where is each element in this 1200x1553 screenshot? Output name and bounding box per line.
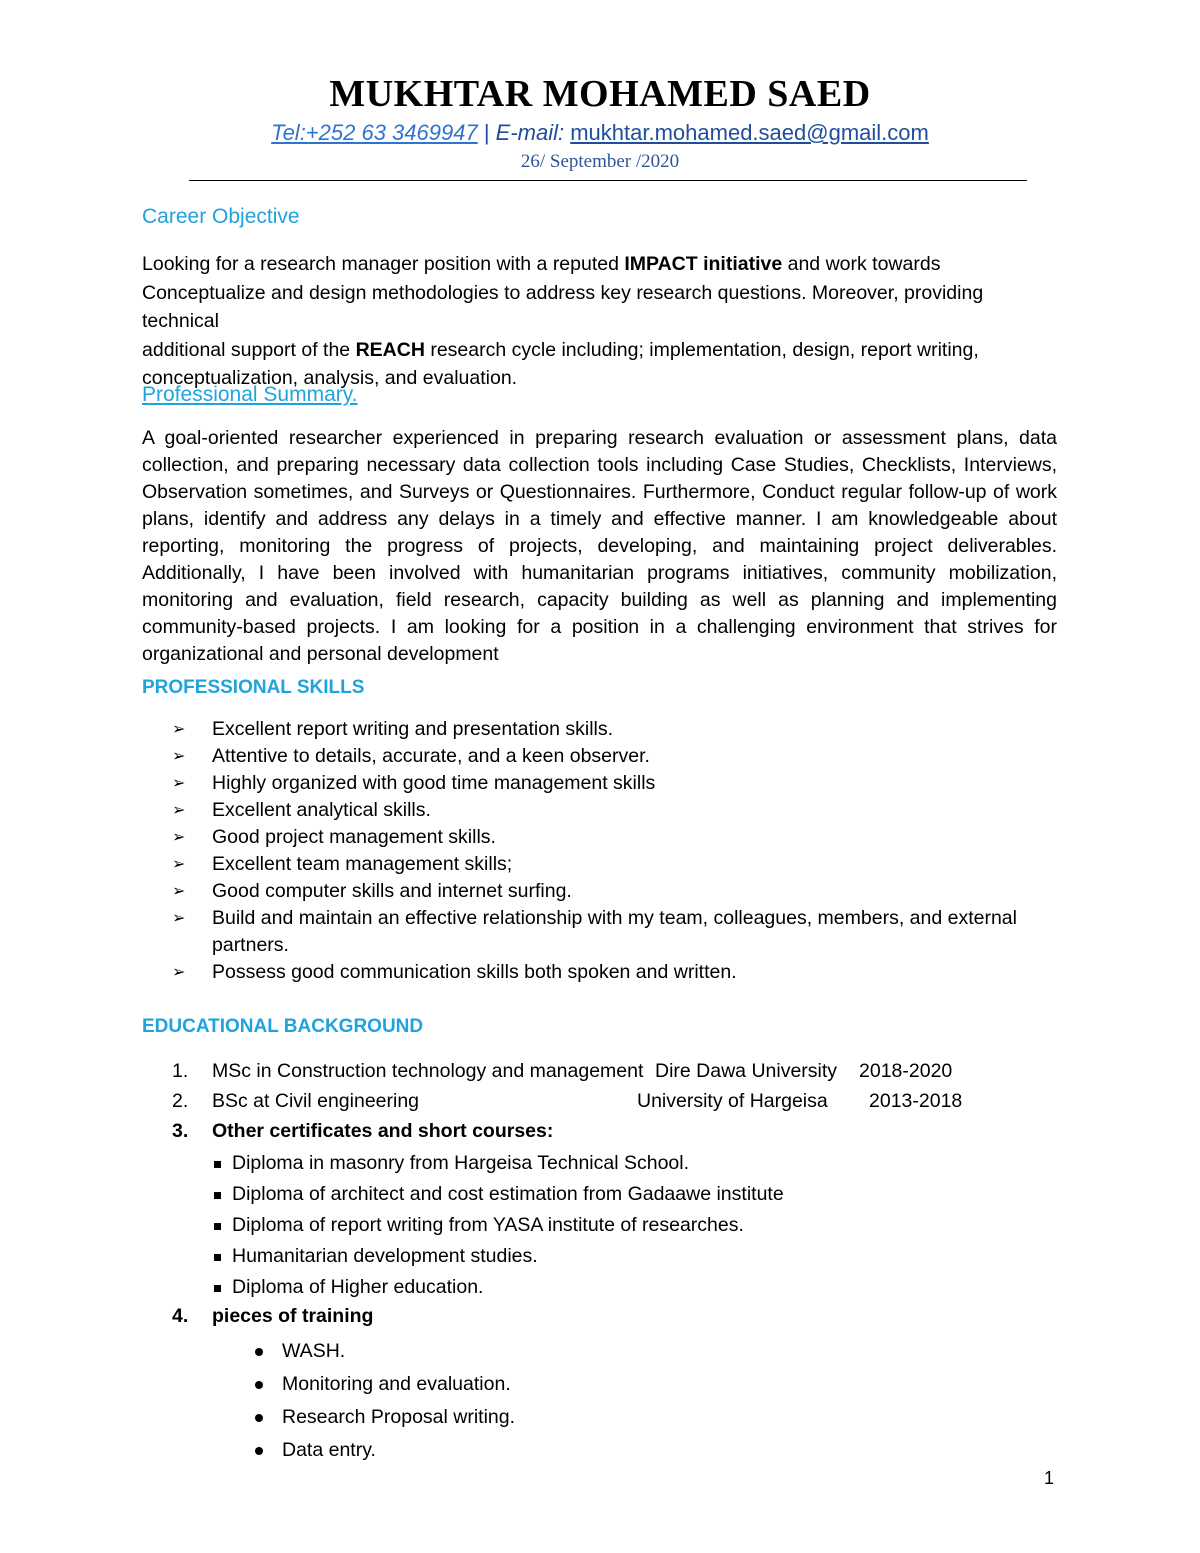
degree-years: 2013-2018 (869, 1090, 963, 1112)
training-item: Data entry. (252, 1439, 515, 1472)
arrow-bullet-icon: ➢ (172, 910, 186, 927)
skill-item: ➢ Excellent team management skills; (172, 851, 1052, 878)
educational-background-heading: EDUCATIONAL BACKGROUND (142, 1016, 424, 1037)
objective-line-3: additional support of the REACH research cycle including; implementation, design, report writing, (142, 338, 979, 361)
reach-emphasis: REACH (355, 338, 425, 361)
certificate-item: Diploma of Higher education. (212, 1276, 784, 1307)
phone-link[interactable]: Tel:+252 63 3469947 (271, 120, 478, 145)
career-objective-heading: Career Objective (142, 205, 300, 228)
objective-line-2: Conceptualize and design methodologies to address key research questions. Moreover, providing technical (142, 281, 984, 332)
arrow-bullet-icon: ➢ (172, 775, 186, 792)
objective-line-1: Looking for a research manager position with a reputed IMPACT initiative and work towards (142, 253, 941, 275)
round-bullet-icon (255, 1348, 263, 1356)
arrow-bullet-icon: ➢ (172, 748, 186, 765)
training-item: WASH. (252, 1340, 515, 1373)
email-link[interactable]: mukhtar.mohamed.saed@gmail.com (570, 120, 929, 145)
skill-item: ➢ Excellent analytical skills. (172, 797, 1052, 824)
certificate-item: Humanitarian development studies. (212, 1245, 784, 1276)
skill-item: ➢ Excellent report writing and presentation skills. (172, 716, 1052, 743)
square-bullet-icon (214, 1223, 221, 1230)
arrow-bullet-icon: ➢ (172, 829, 186, 846)
square-bullet-icon (214, 1161, 221, 1168)
training-heading: pieces of training (212, 1305, 374, 1327)
header-divider (189, 180, 1027, 181)
training-item: Research Proposal writing. (252, 1406, 515, 1439)
degree-years: 2018-2020 (859, 1060, 953, 1082)
certificate-item: Diploma of report writing from YASA institute of researches. (212, 1214, 784, 1245)
round-bullet-icon (255, 1414, 263, 1422)
round-bullet-icon (255, 1381, 263, 1389)
professional-skills-heading: PROFESSIONAL SKILLS (142, 677, 365, 698)
skill-item: ➢ Build and maintain an effective relationship with my team, colleagues, members, and external partners. (172, 907, 1017, 956)
training-list (252, 1340, 515, 1472)
page-number: 1 (1044, 1468, 1055, 1488)
arrow-bullet-icon: ➢ (172, 883, 186, 900)
square-bullet-icon (214, 1285, 221, 1292)
arrow-bullet-icon: ➢ (172, 721, 186, 738)
degree-number: 1. (172, 1060, 189, 1082)
impact-emphasis: IMPACT initiative (624, 253, 783, 275)
contact-separator: | (477, 120, 496, 145)
degree-school: Dire Dawa University (655, 1060, 838, 1082)
skills-list (172, 716, 1052, 986)
certificate-item: Diploma of architect and cost estimation from Gadaawe institute (212, 1183, 784, 1214)
arrow-bullet-icon: ➢ (172, 964, 186, 981)
degree-title: MSc in Construction technology and management (212, 1060, 644, 1082)
degree-number: 2. (172, 1090, 189, 1112)
certificates-list (212, 1152, 784, 1307)
arrow-bullet-icon: ➢ (172, 802, 186, 819)
objective-line-4: conceptualization, analysis, and evaluation. (142, 367, 518, 389)
professional-summary-text: A goal-oriented researcher experienced in preparing research evaluation or assessment plans, data collection, and preparing necessary data collection tools including Case Studies, Checklists, Interviews, Observation sometimes, and Surveys or Questionnaires. Furthermore, Conduct regular follow-up of work plans, identify and address any delays in a timely and effective manner. I am knowledgeable about reporting, monitoring the progress of projects, developing, and maintaining project deliverables. Additionally, I have been involved with humanitarian programs initiatives, community mobilization, monitoring and evaluation, field research, capacity building as well as planning and implementing community-based projects. I am looking for a position in a challenging environment that strives for organizational and personal development (142, 427, 1057, 665)
square-bullet-icon (214, 1254, 221, 1261)
skill-item: ➢ Good computer skills and internet surfing. (172, 878, 1052, 905)
email-label: E-mail: (495, 120, 571, 145)
degree-school: University of Hargeisa (637, 1090, 828, 1112)
professional-summary-heading: Professional Summary. (142, 383, 358, 406)
skill-item: ➢ Attentive to details, accurate, and a keen observer. (172, 743, 1052, 770)
skill-item: ➢ Highly organized with good time management skills (172, 770, 1052, 797)
degree-title: BSc at Civil engineering (212, 1090, 420, 1112)
skill-item: ➢ Possess good communication skills both spoken and written. (172, 959, 1052, 986)
certificate-item: Diploma in masonry from Hargeisa Technical School. (212, 1152, 784, 1183)
resume-date: 26/ September /2020 (520, 151, 680, 172)
certificates-heading: Other certificates and short courses: (212, 1120, 554, 1142)
certificates-number: 3. (172, 1120, 189, 1142)
training-item: Monitoring and evaluation. (252, 1373, 515, 1406)
square-bullet-icon (214, 1192, 221, 1199)
skill-item: ➢ Good project management skills. (172, 824, 1052, 851)
round-bullet-icon (255, 1447, 263, 1455)
candidate-name: MUKHTAR MOHAMED SAED (329, 73, 871, 115)
career-objective-text (142, 250, 1057, 393)
contact-line (0, 120, 1200, 146)
training-number: 4. (172, 1305, 189, 1327)
arrow-bullet-icon: ➢ (172, 856, 186, 873)
